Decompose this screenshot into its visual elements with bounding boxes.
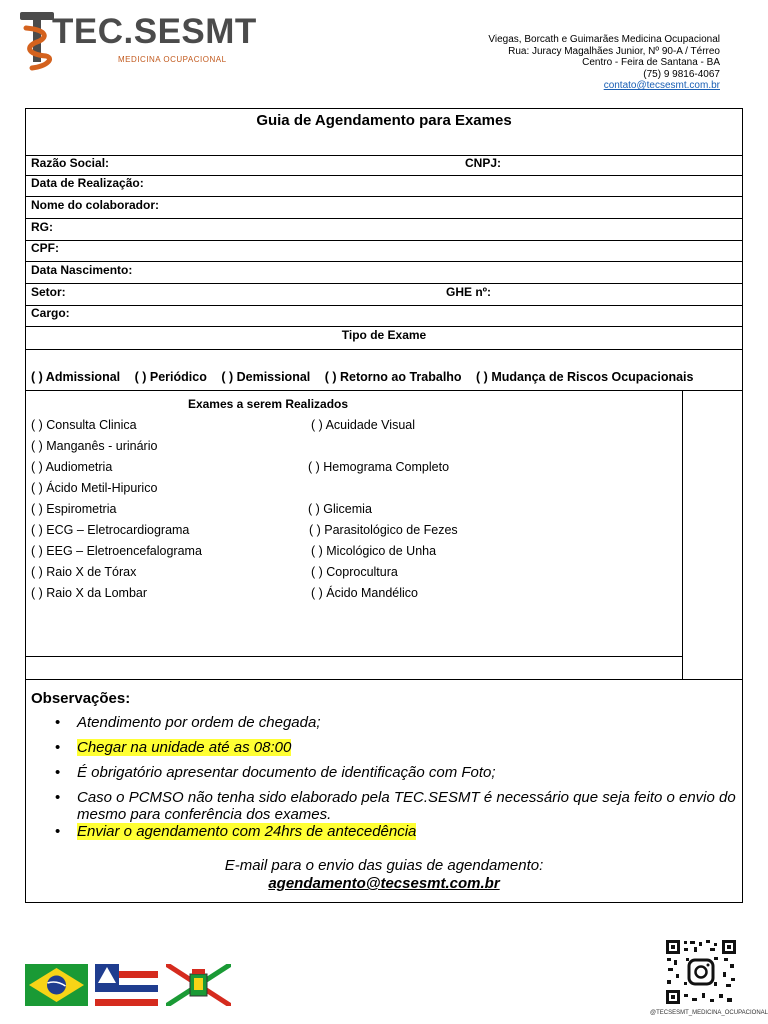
row-divider: [25, 196, 743, 197]
exam-glicemia[interactable]: ( ) Glicemia: [308, 502, 372, 516]
company-phone: (75) 9 9816-4067: [643, 68, 720, 80]
exam-consulta-clinica[interactable]: ( ) Consulta Clinica: [31, 418, 137, 432]
exam-parasitologico[interactable]: ( ) Parasitológico de Fezes: [309, 523, 458, 537]
rg-field[interactable]: RG:: [31, 220, 53, 234]
exam-acido-mandelico[interactable]: ( ) Ácido Mandélico: [311, 586, 418, 600]
company-logo: [14, 8, 257, 72]
exam-raio-x-torax[interactable]: ( ) Raio X de Tórax: [31, 565, 137, 579]
exam-coprocultura[interactable]: ( ) Coprocultura: [311, 565, 398, 579]
row-divider: [25, 240, 743, 241]
obs-text: Atendimento por ordem de chegada;: [77, 714, 321, 731]
row-divider: [25, 349, 743, 350]
observacoes-list: [55, 714, 745, 843]
form-title: Guia de Agendamento para Exames: [256, 112, 512, 129]
ghe-field[interactable]: GHE nº:: [446, 285, 492, 299]
company-address: Rua: Juracy Magalhães Junior, Nº 90-A / Térreo: [508, 45, 720, 57]
obs-item: [55, 789, 745, 823]
row-divider: [25, 679, 743, 680]
exam-hemograma[interactable]: ( ) Hemograma Completo: [308, 460, 450, 474]
row-divider: [25, 305, 743, 306]
obs-text-highlighted: Chegar na unidade até as 08:00: [77, 739, 292, 756]
row-divider: [25, 326, 743, 327]
setor-field[interactable]: Setor:: [31, 285, 66, 299]
company-city: Centro - Feira de Santana - BA: [582, 57, 720, 68]
row-divider: [25, 656, 682, 657]
data-realizacao-field[interactable]: Data de Realização:: [31, 176, 144, 190]
logo-brand-text: TEC.SESMT: [52, 12, 257, 51]
exam-manganes[interactable]: ( ) Manganês - urinário: [31, 439, 158, 453]
exam-raio-x-lombar[interactable]: ( ) Raio X da Lombar: [31, 586, 148, 600]
exam-eeg[interactable]: ( ) EEG – Eletroencefalograma: [31, 544, 202, 558]
obs-text: É obrigatório apresentar documento de identificação com Foto;: [77, 764, 496, 781]
footer-email-label: E-mail para o envio das guias de agendamento:: [224, 857, 544, 874]
exam-acuidade-visual[interactable]: ( ) Acuidade Visual: [311, 418, 415, 432]
tipo-exame-label: Tipo de Exame: [341, 328, 427, 342]
company-email-link[interactable]: contato@tecsesmt.com.br: [603, 80, 720, 91]
exam-ecg[interactable]: ( ) ECG – Eletrocardiograma: [31, 523, 190, 537]
obs-item: [55, 714, 745, 739]
exam-type-options: [31, 370, 693, 384]
observacoes-title: Observações:: [31, 690, 131, 707]
exam-espirometria[interactable]: ( ) Espirometria: [31, 502, 117, 516]
column-divider: [682, 390, 683, 679]
exam-acido-metil-hipurico[interactable]: ( ) Ácido Metil-Hipurico: [31, 481, 158, 495]
exames-label: Exames a serem Realizados: [187, 397, 349, 411]
company-info: [488, 34, 720, 92]
obs-item: [55, 764, 745, 789]
row-divider: [25, 218, 743, 219]
exam-micologico[interactable]: ( ) Micológico de Unha: [311, 544, 437, 558]
instagram-qr-code[interactable]: [664, 938, 738, 1006]
razao-social-field[interactable]: Razão Social:: [31, 156, 110, 170]
nome-colaborador-field[interactable]: Nome do colaborador:: [31, 198, 160, 212]
obs-text: Caso o PCMSO não tenha sido elaborado pela TEC.SESMT é necessário que seja feito o envio do mesmo para conferência dos exames.: [77, 789, 736, 823]
bahia-flag-icon: [95, 964, 158, 1006]
option-mudanca-riscos[interactable]: ( ) Mudança de Riscos Ocupacionais: [476, 370, 694, 384]
instagram-handle: @TECSESMT_MEDICINA_OCUPACIONAL: [650, 1010, 768, 1016]
data-nascimento-field[interactable]: Data Nascimento:: [31, 263, 133, 277]
row-divider: [25, 283, 743, 284]
obs-item: [55, 739, 745, 764]
row-divider: [25, 261, 743, 262]
option-retorno-trabalho[interactable]: ( ) Retorno ao Trabalho: [324, 370, 462, 384]
obs-item: [55, 823, 745, 843]
cnpj-field[interactable]: CNPJ:: [465, 156, 502, 170]
cpf-field[interactable]: CPF:: [31, 241, 59, 255]
company-name: Viegas, Borcath e Guimarães Medicina Ocupacional: [488, 34, 720, 45]
row-divider: [25, 390, 743, 391]
obs-text-highlighted: Enviar o agendamento com 24hrs de antecedência: [77, 823, 417, 840]
logo-tagline: MEDICINA OCUPACIONAL: [118, 55, 227, 64]
row-divider: [25, 155, 743, 156]
cargo-field[interactable]: Cargo:: [31, 306, 70, 320]
footer-email-link[interactable]: agendamento@tecsesmt.com.br: [268, 875, 500, 892]
brazil-flag-icon: [25, 964, 88, 1006]
option-demissional[interactable]: ( ) Demissional: [221, 370, 311, 384]
feira-de-santana-flag-icon: [166, 964, 231, 1006]
option-admissional[interactable]: ( ) Admissional: [31, 370, 121, 384]
footer-email-block: [25, 857, 743, 893]
option-periodico[interactable]: ( ) Periódico: [134, 370, 207, 384]
exam-audiometria[interactable]: ( ) Audiometria: [31, 460, 113, 474]
